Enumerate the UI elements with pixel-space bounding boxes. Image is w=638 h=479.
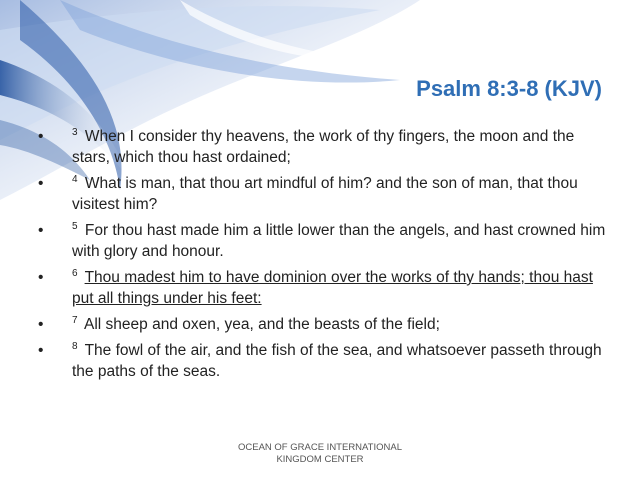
verse-text: The fowl of the air, and the fish of the sea, and whatsoever passeth through the paths of the seas. <box>72 342 602 380</box>
footer-line-2: KINGDOM CENTER <box>276 454 364 465</box>
list-item <box>38 314 608 335</box>
verse-number: 3 <box>72 126 78 138</box>
footer <box>200 442 440 466</box>
list-item <box>38 173 608 215</box>
verse-list <box>38 126 608 387</box>
verse-text: When I consider thy heavens, the work of thy fingers, the moon and the stars, which thou hast ordained; <box>72 128 575 166</box>
verse-number: 7 <box>72 314 78 326</box>
list-item <box>38 340 608 382</box>
bullet: • <box>38 342 44 359</box>
list-item-highlighted <box>38 267 608 309</box>
verse-number: 5 <box>72 220 78 232</box>
bullet: • <box>38 175 44 192</box>
bullet: • <box>38 128 44 145</box>
list-item <box>38 126 608 168</box>
verse-text: All sheep and oxen, yea, and the beasts of the field; <box>84 316 440 333</box>
verse-number: 4 <box>72 173 78 185</box>
bullet: • <box>38 269 44 286</box>
bullet: • <box>38 316 44 333</box>
verse-text: What is man, that thou art mindful of him? and the son of man, that thou visitest him? <box>72 175 578 213</box>
list-item <box>38 220 608 262</box>
verse-number: 8 <box>72 340 78 352</box>
verse-number: 6 <box>72 267 78 279</box>
bullet: • <box>38 222 44 239</box>
slide-title: Psalm 8:3-8 (KJV) <box>416 76 602 101</box>
verse-text: Thou madest him to have dominion over the works of thy hands; thou hast put all things under his feet: <box>72 269 593 307</box>
footer-line-1: OCEAN OF GRACE INTERNATIONAL <box>238 442 402 453</box>
verse-text: For thou hast made him a little lower than the angels, and hast crowned him with glory and honour. <box>72 222 606 260</box>
